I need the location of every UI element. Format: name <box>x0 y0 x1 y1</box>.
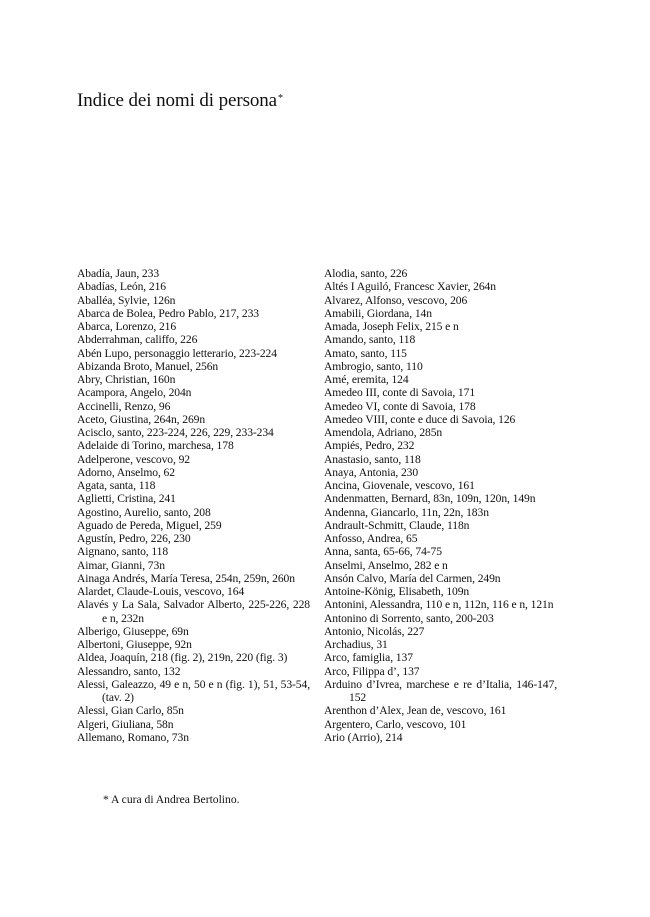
index-entry: Antonini, Alessandra, 110 e n, 112n, 116 e n, 121n <box>324 598 554 612</box>
index-entry: Abizanda Broto, Manuel, 256n <box>77 359 219 373</box>
index-entry: Antonio, Nicolás, 227 <box>324 624 425 638</box>
index-entry: Agustín, Pedro, 226, 230 <box>77 532 191 545</box>
index-entry: Abarca, Lorenzo, 216 <box>77 320 177 333</box>
index-entry: Acampora, Angelo, 204n <box>77 386 192 400</box>
index-entry: Ampiés, Pedro, 232 <box>324 439 415 453</box>
index-entry: Arco, famiglia, 137 <box>324 651 413 665</box>
index-entry: Anna, santa, 65-66, 74-75 <box>324 545 442 559</box>
index-entry: Acisclo, santo, 223-224, 226, 229, 233-234 <box>77 426 274 439</box>
index-entry: Aglietti, Cristina, 241 <box>77 492 176 506</box>
index-entry: Amedeo VI, conte di Savoia, 178 <box>324 399 476 413</box>
index-entry: Alessi, Galeazzo, 49 e n, 50 e n (fig. 1), 51, 53-54, (tav. 2) <box>77 677 310 704</box>
index-entry: Adelperone, vescovo, 92 <box>77 452 190 466</box>
index-entry: Alessandro, santo, 132 <box>77 664 181 678</box>
page-title-text: Indice dei nomi di persona <box>77 90 278 111</box>
index-entry: Anaya, Antonia, 230 <box>324 465 419 479</box>
index-entry: Abadía, Jaun, 233 <box>77 267 160 280</box>
index-entry: Aignano, santo, 118 <box>77 545 169 559</box>
index-entry: Amabili, Giordana, 14n <box>324 306 432 320</box>
index-entry: Amada, Joseph Felix, 215 e n <box>324 320 459 333</box>
index-entry: Amendola, Adriano, 285n <box>324 426 443 439</box>
title-footnote-mark: * <box>278 93 283 104</box>
index-entry: Anastasio, santo, 118 <box>324 452 421 466</box>
index-entry: Abén Lupo, personaggio letterario, 223-224 <box>77 346 277 360</box>
index-entry: Aldea, Joaquín, 218 (fig. 2), 219n, 220 (fig. 3) <box>77 651 288 665</box>
index-column-left <box>77 267 310 744</box>
index-entry: Andrault-Schmitt, Claude, 118n <box>324 518 470 532</box>
index-entry: Ancina, Giovenale, vescovo, 161 <box>324 479 475 492</box>
index-entry: Amé, eremita, 124 <box>324 373 409 386</box>
index-entry: Aballéa, Sylvie, 126n <box>77 293 176 307</box>
index-entry: Antoine-König, Elisabeth, 109n <box>324 585 470 598</box>
index-entry: Ainaga Andrés, María Teresa, 254n, 259n, 260n <box>77 571 295 585</box>
index-column-right <box>324 267 557 744</box>
index-entry: Argentero, Carlo, vescovo, 101 <box>324 717 467 731</box>
index-entry: Abadías, León, 216 <box>77 280 166 294</box>
index-entry: Arduino d’Ivrea, marchese e re d’Italia, 146-147, 152 <box>324 677 557 704</box>
index-entry: Amato, santo, 115 <box>324 346 407 360</box>
index-entry: Aceto, Giustina, 264n, 269n <box>77 412 206 426</box>
index-entry: Adelaide di Torino, marchesa, 178 <box>77 439 234 453</box>
index-entry: Alberigo, Giuseppe, 69n <box>77 624 189 638</box>
index-entry: Andenmatten, Bernard, 83n, 109n, 120n, 149n <box>324 492 536 506</box>
index-entry: Accinelli, Renzo, 96 <box>77 399 171 413</box>
index-entry: Ario (Arrio), 214 <box>324 730 403 744</box>
index-entry: Agata, santa, 118 <box>77 479 156 492</box>
index-entry: Agostino, Aurelio, santo, 208 <box>77 505 211 519</box>
index-entry: Abry, Christian, 160n <box>77 373 176 386</box>
index-entry: Albertoni, Giuseppe, 92n <box>77 638 192 651</box>
index-entry: Adorno, Anselmo, 62 <box>77 465 175 479</box>
index-entry: Ambrogio, santo, 110 <box>324 359 423 373</box>
index-entry: Amedeo VIII, conte e duce di Savoia, 126 <box>324 412 516 426</box>
index-entry: Ansón Calvo, María del Carmen, 249n <box>324 571 501 585</box>
index-entry: Archadius, 31 <box>324 638 388 651</box>
index-entry: Alavés y La Sala, Salvador Alberto, 225-226, 228 e n, 232n <box>77 598 310 625</box>
page-title <box>77 89 283 113</box>
index-entry: Abderrahman, califfo, 226 <box>77 333 198 347</box>
index-entry: Arco, Filippa d’, 137 <box>324 664 420 678</box>
index-entry: Aguado de Pereda, Miguel, 259 <box>77 518 222 532</box>
index-entry: Arenthon d’Alex, Jean de, vescovo, 161 <box>324 704 507 718</box>
index-entry: Amando, santo, 118 <box>324 333 416 347</box>
index-entry: Allemano, Romano, 73n <box>77 730 189 744</box>
index-entry: Anfosso, Andrea, 65 <box>324 532 418 545</box>
index-entry: Antonino di Sorrento, santo, 200-203 <box>324 611 494 625</box>
index-entry: Alodia, santo, 226 <box>324 267 408 280</box>
index-entry: Andenna, Giancarlo, 11n, 22n, 183n <box>324 505 489 519</box>
footnote: * A cura di Andrea Bertolino. <box>103 793 240 806</box>
index-entry: Altés I Aguiló, Francesc Xavier, 264n <box>324 280 496 294</box>
index-entry: Algeri, Giuliana, 58n <box>77 717 174 731</box>
index-entry: Alvarez, Alfonso, vescovo, 206 <box>324 293 468 307</box>
index-entry: Aimar, Gianni, 73n <box>77 558 165 572</box>
index-entry: Abarca de Bolea, Pedro Pablo, 217, 233 <box>77 306 259 320</box>
index-entry: Alessi, Gian Carlo, 85n <box>77 704 184 718</box>
index-entry: Anselmi, Anselmo, 282 e n <box>324 558 448 572</box>
index-entry: Alardet, Claude-Louis, vescovo, 164 <box>77 585 245 598</box>
index-entry: Amedeo III, conte di Savoia, 171 <box>324 386 476 400</box>
